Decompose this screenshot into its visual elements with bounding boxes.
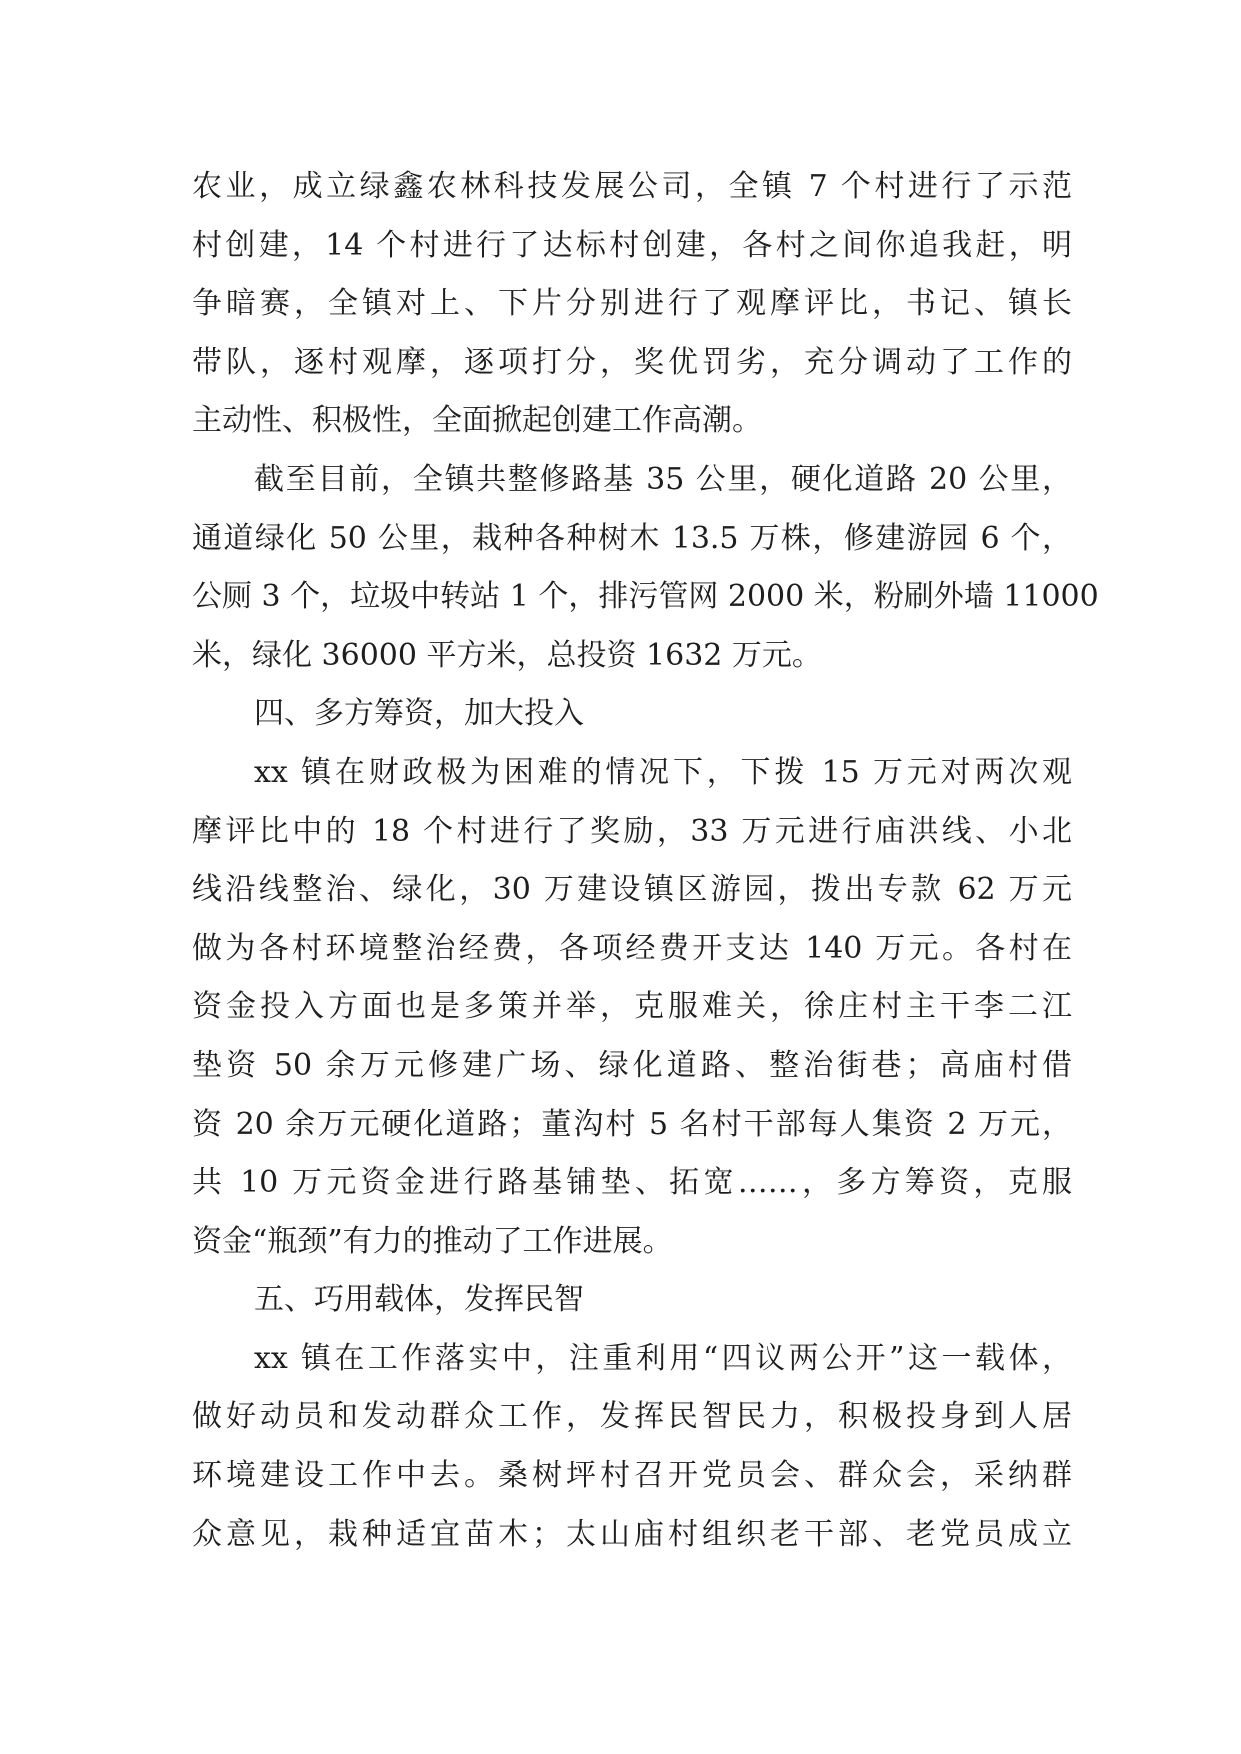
text-line: 环境建设工作中去。桑树坪村召开党员会、群众会，采纳群 [192, 1458, 1072, 1494]
text-line: 资 20 余万元硬化道路；董沟村 5 名村干部每人集资 2 万元， [192, 1106, 1072, 1142]
section-heading-4: 四、多方筹资，加大投入 [254, 696, 584, 732]
text-line: 众意见，栽种适宜苗木；太山庙村组织老干部、老党员成立 [192, 1516, 1072, 1552]
text-line: 争暗赛，全镇对上、下片分别进行了观摩评比，书记、镇长 [192, 286, 1072, 322]
text-line: xx 镇在财政极为困难的情况下，下拨 15 万元对两次观 [254, 754, 1072, 790]
paragraph-4 [192, 1330, 1072, 1564]
text-line: 通道绿化 50 公里，栽种各种树木 13.5 万株，修建游园 6 个， [192, 520, 1072, 556]
text-line: 截至目前，全镇共整修路基 35 公里，硬化道路 20 公里， [254, 461, 1072, 497]
text-line: 农业，成立绿鑫农林科技发展公司，全镇 7 个村进行了示范 [192, 169, 1072, 204]
text-line: 摩评比中的 18 个村进行了奖励，33 万元进行庙洪线、小北 [192, 813, 1072, 849]
text-line: 资金“瓶颈”有力的推动了工作进展。 [192, 1223, 673, 1259]
text-line: 米，绿化 36000 平方米，总投资 1632 万元。 [192, 637, 822, 673]
text-line: xx 镇在工作落实中，注重利用“四议两公开”这一载体， [254, 1340, 1072, 1376]
text-line: 共 10 万元资金进行路基铺垫、拓宽……，多方筹资，克服 [192, 1165, 1072, 1201]
document-body [192, 158, 1099, 1564]
text-line: 做为各村环境整治经费，各项经费开支达 140 万元。各村在 [192, 930, 1072, 966]
paragraph-2 [192, 451, 1099, 685]
text-line: 主动性、积极性，全面掀起创建工作高潮。 [192, 403, 762, 439]
text-line: 带队，逐村观摩，逐项打分，奖优罚劣，充分调动了工作的 [192, 344, 1072, 380]
text-line: 线沿线整治、绿化，30 万建设镇区游园，拨出专款 62 万元 [192, 872, 1072, 908]
text-line: 垫资 50 余万元修建广场、绿化道路、整治街巷；高庙村借 [192, 1047, 1072, 1083]
text-line: 公厕 3 个，垃圾中转站 1 个，排污管网 2000 米，粉刷外墙 11000 [192, 579, 1099, 615]
paragraph-3 [192, 744, 1072, 1271]
text-line: 做好动员和发动群众工作，发挥民智民力，积极投身到人居 [192, 1399, 1072, 1435]
section-heading-5: 五、巧用载体，发挥民智 [254, 1282, 584, 1318]
text-line: 资金投入方面也是多策并举，克服难关，徐庄村主干李二江 [192, 989, 1072, 1025]
paragraph-1 [192, 158, 1072, 451]
text-line: 村创建，14 个村进行了达标村创建，各村之间你追我赶，明 [192, 227, 1072, 263]
